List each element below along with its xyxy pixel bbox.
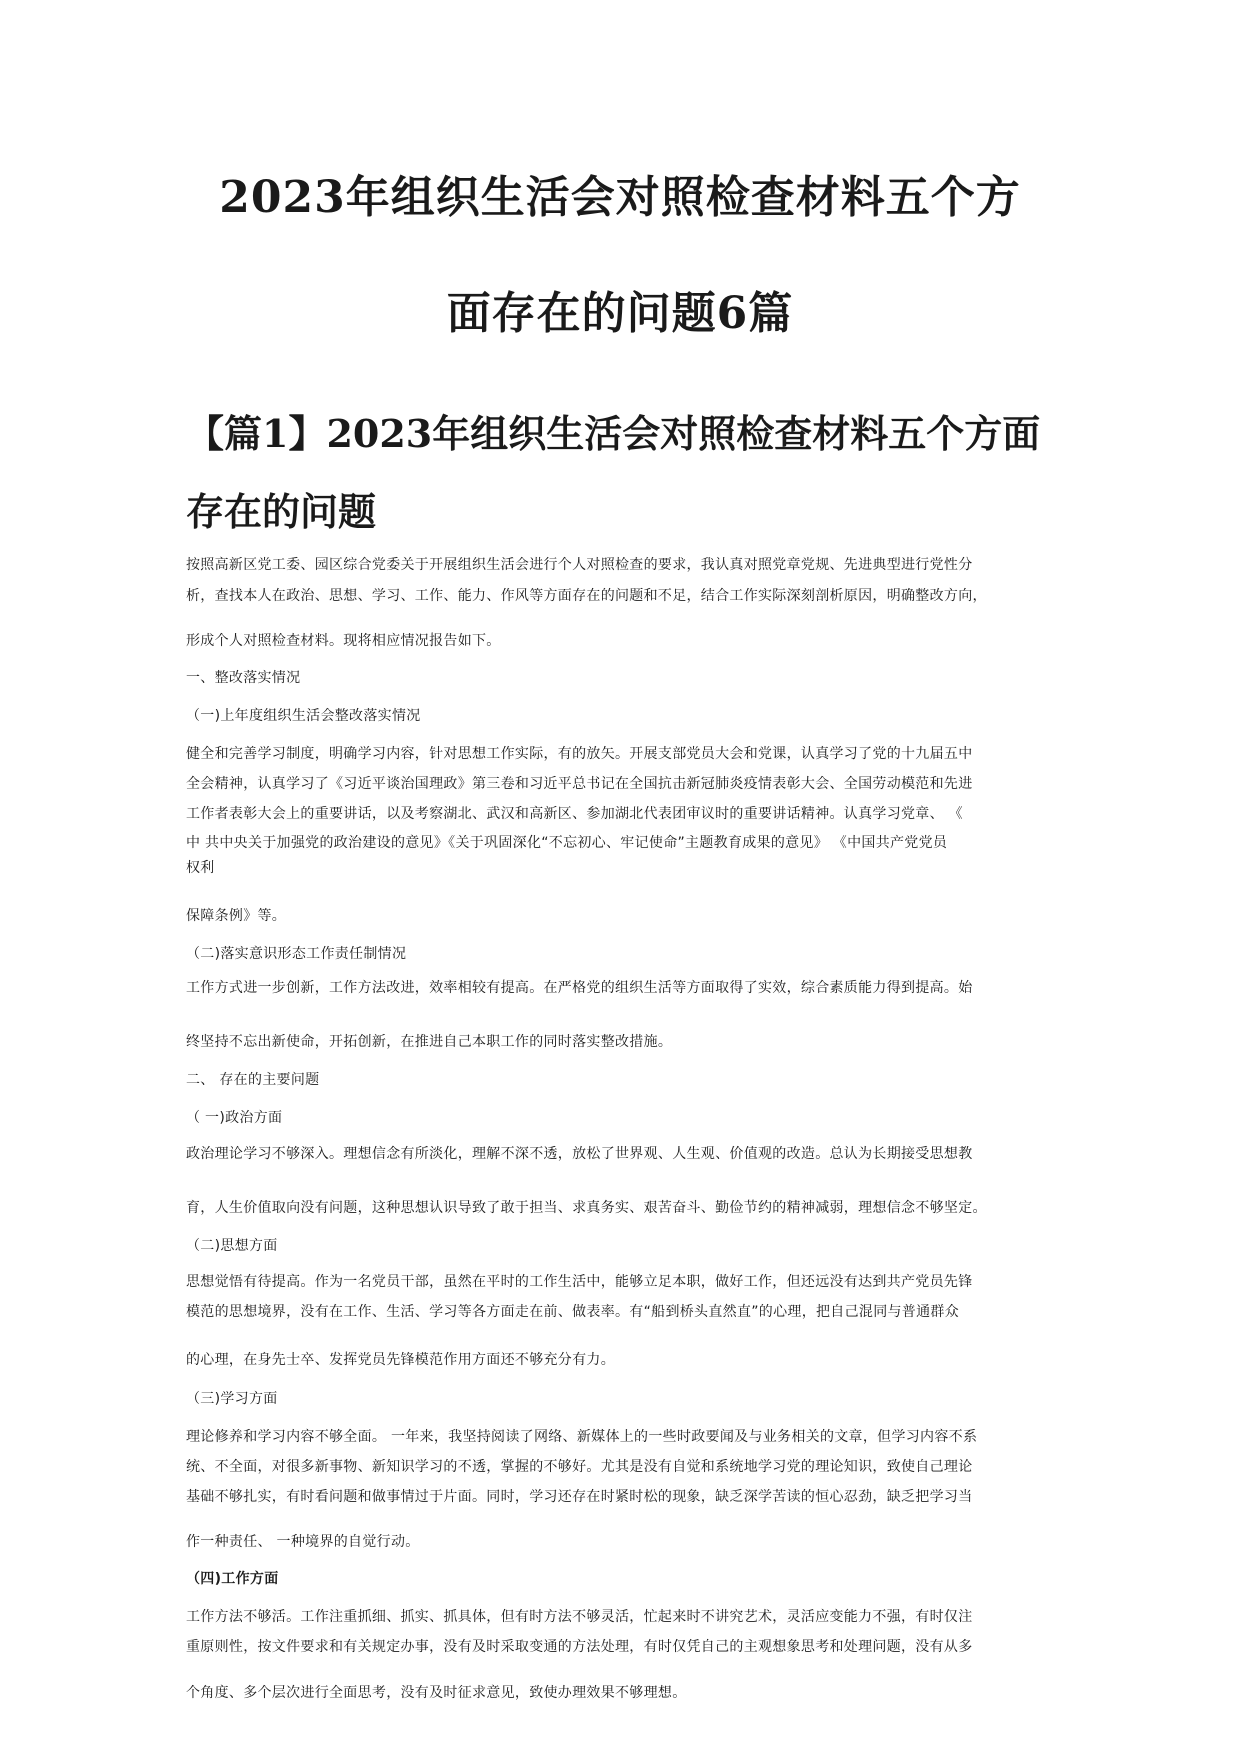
section-title-line-1: 【篇1】2023年组织生活会对照检查材料五个方面 bbox=[186, 411, 1041, 456]
subsection-heading: （一)上年度组织生活会整改落实情况 bbox=[186, 708, 421, 724]
body-line: 终坚持不忘出新使命，开拓创新，在推进自己本职工作的同时落实整改措施。 bbox=[186, 1034, 673, 1050]
body-line: 工作者表彰大会上的重要讲话，以及考察湖北、武汉和高新区、参加湖北代表团审议时的重要讲话精神。认真学习党章、 《 bbox=[186, 806, 963, 822]
body-line: 基础不够扎实，有时看问题和做事情过于片面。同时，学习还存在时紧时松的现象，缺乏深学苦读的恒心忍劲，缺乏把学习当 bbox=[186, 1489, 973, 1505]
body-line: 育，人生价值取向没有问题，这种思想认识导致了敢于担当、求真务实、艰苦奋斗、勤俭节约的精神减弱，理想信念不够坚定。 bbox=[186, 1200, 987, 1216]
body-line: 全会精神，认真学习了《习近平谈治国理政》第三卷和习近平总书记在全国抗击新冠肺炎疫情表彰大会、全国劳动模范和先进 bbox=[186, 776, 973, 792]
body-line: 工作方式进一步创新，工作方法改进，效率相较有提高。在严格党的组织生活等方面取得了实效，综合素质能力得到提高。始 bbox=[186, 980, 973, 996]
body-line: 形成个人对照检查材料。现将相应情况报告如下。 bbox=[186, 633, 501, 649]
section-title-line-2: 存在的问题 bbox=[186, 489, 377, 534]
body-line: 的心理，在身先士卒、发挥党员先锋模范作用方面还不够充分有力。 bbox=[186, 1352, 615, 1368]
body-line: 理论修养和学习内容不够全面。 一年来，我坚持阅读了网络、新媒体上的一些时政要闻及与业务相关的文章，但学习内容不系 bbox=[186, 1429, 978, 1445]
subsection-heading: （二)落实意识形态工作责任制情况 bbox=[186, 946, 407, 962]
body-line: 按照高新区党工委、园区综合党委关于开展组织生活会进行个人对照检查的要求，我认真对照党章党规、先进典型进行党性分 bbox=[186, 557, 973, 573]
section-heading: 二、 存在的主要问题 bbox=[186, 1072, 320, 1088]
subsection-heading: （ 一)政治方面 bbox=[186, 1110, 283, 1126]
body-line: 统、不全面，对很多新事物、新知识学习的不透，掌握的不够好。尤其是没有自觉和系统地学习党的理论知识，致使自己理论 bbox=[186, 1459, 973, 1475]
body-line: 权利 bbox=[186, 860, 215, 876]
section-heading: 一、整改落实情况 bbox=[186, 670, 301, 686]
body-line: 个角度、多个层次进行全面思考，没有及时征求意见，致使办理效果不够理想。 bbox=[186, 1685, 687, 1701]
body-line: 作一种责任、 一种境界的自觉行动。 bbox=[186, 1534, 420, 1550]
subsection-heading: （四)工作方面 bbox=[186, 1571, 279, 1587]
subsection-heading: （三)学习方面 bbox=[186, 1391, 278, 1407]
body-line: 思想觉悟有待提高。作为一名党员干部，虽然在平时的工作生活中，能够立足本职，做好工作，但还远没有达到共产党员先锋 bbox=[186, 1274, 973, 1290]
body-line: 工作方法不够活。工作注重抓细、抓实、抓具体，但有时方法不够灵活，忙起来时不讲究艺术，灵活应变能力不强，有时仅注 bbox=[186, 1609, 973, 1625]
body-line: 析，查找本人在政治、思想、学习、工作、能力、作风等方面存在的问题和不足，结合工作实际深刻剖析原因，明确整改方向， bbox=[186, 588, 987, 604]
document-title-line-2: 面存在的问题6篇 bbox=[446, 288, 794, 339]
body-line: 重原则性，按文件要求和有关规定办事，没有及时采取变通的方法处理，有时仅凭自己的主观想象思考和处理问题，没有从多 bbox=[186, 1639, 973, 1655]
document-title-line-1: 2023年组织生活会对照检查材料五个方 bbox=[219, 172, 1021, 223]
body-line: 模范的思想境界，没有在工作、生活、学习等各方面走在前、做表率。有“船到桥头直然直”的心理，把自己混同与普通群众 bbox=[186, 1304, 960, 1320]
body-line: 健全和完善学习制度，明确学习内容，针对思想工作实际，有的放矢。开展支部党员大会和党课，认真学习了党的十九届五中 bbox=[186, 746, 973, 762]
body-line: 保障条例》等。 bbox=[186, 908, 287, 924]
body-line: 中 共中央关于加强党的政治建设的意见》《关于巩固深化“不忘初心、牢记使命”主题教育成果的意见》 《中国共产党党员 bbox=[186, 835, 948, 851]
subsection-heading: （二)思想方面 bbox=[186, 1238, 278, 1254]
body-line: 政治理论学习不够深入。理想信念有所淡化，理解不深不透，放松了世界观、人生观、价值观的改造。总认为长期接受思想教 bbox=[186, 1146, 973, 1162]
